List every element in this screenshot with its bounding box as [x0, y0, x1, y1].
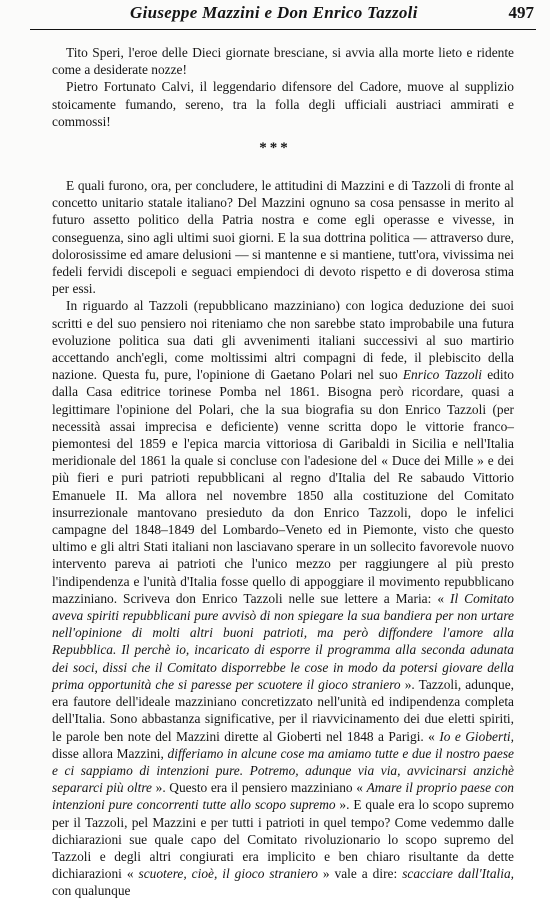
text-run: ». Tazzoli, adunque, era fautore dell'ideale mazziniano concretizzato nell'unità ed indipendenza completa dell'Italia. Sono abbastanza significative, per il riavvicinamento dei due eletti spiriti, le parole ben note del Mazzini dirette al Gioberti nel 1848 a Parigi. «	[52, 676, 514, 744]
paragraph-attitudini: E quali furono, ora, per concludere, le attitudini di Mazzini e di Tazzoli di fronte al concetto unitario statale italiano? Del Mazzini ognuno sa cosa pensasse in merito al futuro assetto politico della Patria nostra e come egli operasse e vivesse, in conseguenza, sino agli ultimi suoi giorni. E la sua dottrina politica — attraverso dure, dolorosissime ed amare delusioni — si mantenne e si mantiene, tutt'ora, vivissima nei fedeli fervidi discepoli e seguaci empiendoci di devoto rispetto e di doverosa stima per essi.	[52, 178, 514, 297]
quotation-mazzini-start: Io e Gioberti,	[439, 728, 514, 744]
quotation-tazzoli: Il Comitato aveva spiriti repubblicani pure avvisò di non spiegare la sua bandiera per non urtare nell'opinione di molti altri buoni patrioti, ma però diffondere l'amore alla Repubblica. Il perchè io, incaricato di esporre il programma alla seconda adunata dei soci, dissi che il Comitato disporrebbe le cose in modo da potersi giovare della prima opportunità che si paresse per scuotere il gioco straniero	[52, 590, 514, 692]
intro-text	[52, 44, 514, 130]
running-header-title: Giuseppe Mazzini e Don Enrico Tazzoli	[130, 3, 418, 22]
quotation-mazzini-thought: Amare il proprio paese con intenzioni pure concorrenti tutte allo scopo supremo	[52, 780, 514, 813]
paragraph-tazzoli	[52, 297, 514, 899]
text-run: In riguardo al Tazzoli (repubblicano mazziniano) con logica deduzione dei suoi scritti e del suo pensiero noi riteniamo che non sarebbe stato improbabile una futura evoluzione politica sua dati gli avvenimenti italiani successivi al suo martirio accettando anch'egli, come moltissimi altri compagni di fede, il plebiscito della nazione. Questa fu, pure, l'opinione di Gaetano Polari nel suo	[52, 298, 514, 383]
text-run: ». E quale era lo scopo supremo per il Tazzoli, pel Mazzini e per tutti i patrioti in quel tempo? Come vedemmo dalle dichiarazioni sue quale capo del Comitato rivoluzionario lo scopo supremo del Tazzoli e degli altri congiurati era implicito e ben chiaro risultante da dette dichiarazioni «	[52, 797, 514, 882]
quotation-mazzini: differiamo in alcune cose ma amiamo tutte e due il nostro paese e ci sappiamo di intenzioni pure. Potremo, adunque via via, avvicinarsi anzichè separarci più oltre	[52, 745, 514, 796]
text-run: con qualunque	[52, 883, 131, 899]
quotation-scuotere: scuotere, cioè, il gioco straniero	[138, 866, 318, 882]
quotation-scacciare: scacciare dall'Italia,	[402, 866, 514, 882]
text-run: ». Questo era il pensiero mazziniano «	[152, 780, 367, 796]
main-text	[52, 177, 514, 900]
running-header	[30, 3, 536, 30]
paragraph-tito-speri: Tito Speri, l'eroe delle Dieci giornate bresciane, si avvia alla morte lieto e ridente come a desiderate nozze!	[52, 45, 514, 78]
paragraph-pietro-calvi: Pietro Fortunato Calvi, il leggendario difensore del Cadore, muove al supplizio stoicamente fumando, sereno, tra la folla degli ufficiali austriaci ammirati e commossi!	[52, 79, 514, 129]
page-number: 497	[508, 3, 534, 22]
section-ornament: ***	[259, 140, 291, 156]
book-title: Enrico Tazzoli	[402, 367, 483, 383]
text-run: edito dalla Casa editrice torinese Pomba nel 1861. Bisogna però ricordare, quasi a legittimare l'opinione del Polari, che la sua biografia su don Enrico Tazzoli (per necessità assai imprecisa e deficiente) venne scritta dopo le vittorie franco–piemontesi del 1859 e l'epica marcia vittoriosa di Garibaldi in Sicilia e nell'Italia meridionale del 1861 la quale si concluse con l'adesione del « Duce dei Mille » e dei più fieri e puri patrioti repubblicani al regno d'Italia del Re sabaudo Vittorio Emanuele II. Ma allora nel novembre 1850 alla costituzione del Comitato insurrezionale mantovano presieduto da don Enrico Tazzoli, dopo le infelici campagne del 1848–1849 del Lombardo–Veneto ed in Piemonte, visto che questo ultimo e gli altri Stati italiani non lasciavano sperare in un sollecito favorevole nuovo intervento pareva ai patrioti che l'unico mezzo per raggiungere al più presto l'indipendenza e l'unità d'Italia fosse quello di appoggiare il movimento repubblicano mazziniano. Scriveva don Enrico Tazzoli nelle sue lettere a Maria: «	[52, 367, 515, 606]
text-run: » vale a dire:	[317, 866, 403, 882]
text-run: disse allora Mazzini,	[52, 745, 168, 761]
